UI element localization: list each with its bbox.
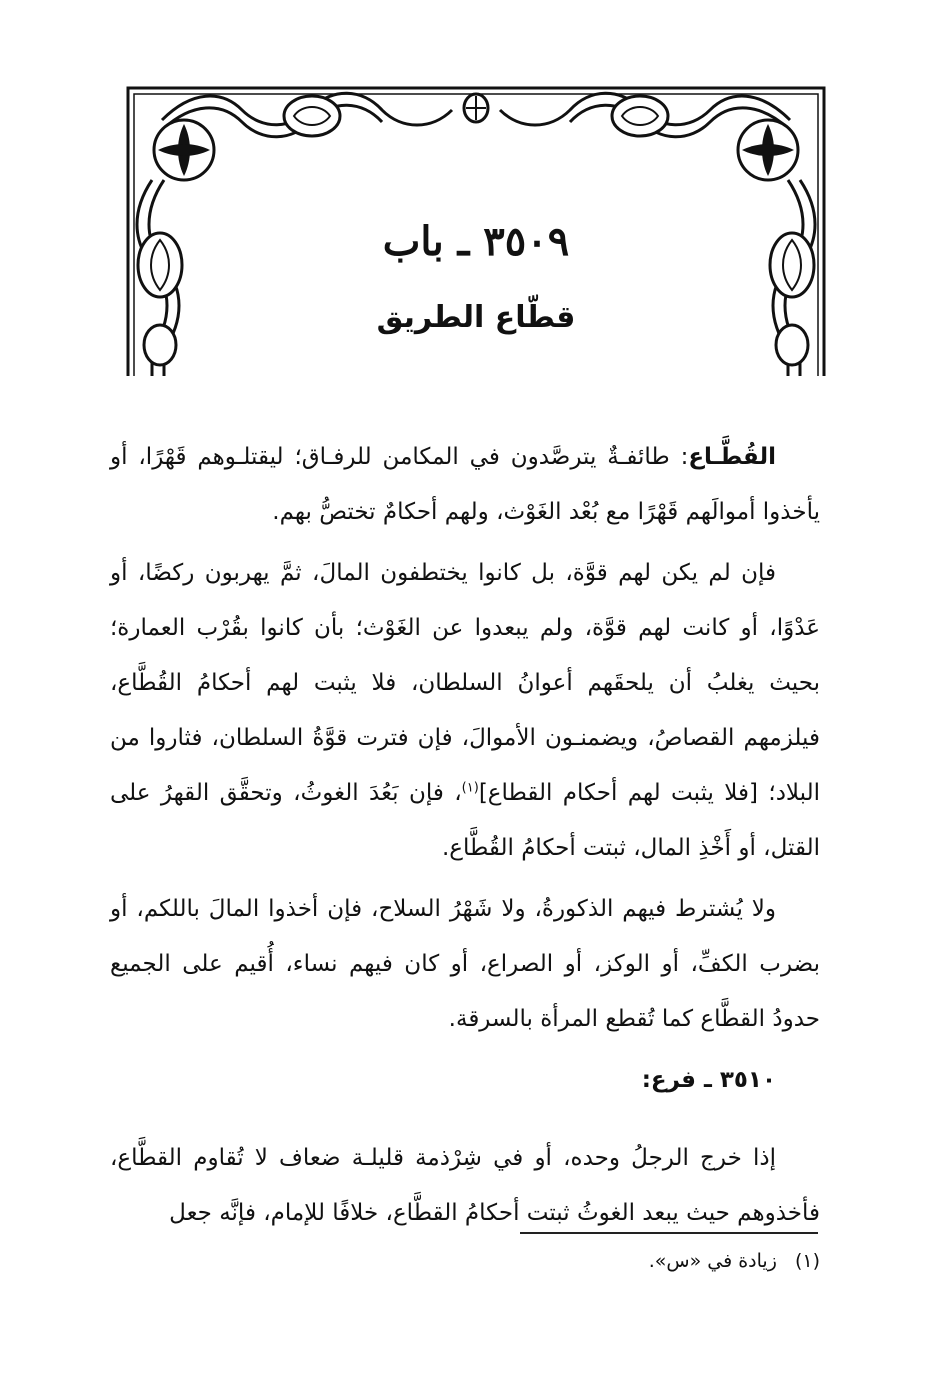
footnote-text: زيادة في «س». [648,1250,777,1272]
paragraph-definition [110,430,820,540]
paragraph-conditions-2 [110,882,820,1047]
paragraph-text: فإن لم يكن لهم قوَّة، بل كانوا يختطفون المالَ، ثمَّ يهربون ركضًا، أو عَدْوًا، أو كانت لهم قوَّة، ولم يبعدوا عن الغَوْث؛ بأن كانوا بقُرْب العمارة؛ بحيث يغلبُ أن يلحقَهم أعوانُ السلطان، فلا يثبت لهم أحكامُ القُطَّاع، فيلزمهم القصاصُ، ويضمنـون الأموالَ، فإن فترت قوَّةُ السلطان، فثاروا من البلاد؛ [فلا يثبت لهم أحكام القطاع] [110,560,820,806]
footnote-reference[interactable]: (١) [461,780,479,796]
paragraph-text: : طائفـةٌ يترصَّدون في المكامن للرفـاق؛ ليقتلـوهم قَهْرًا، أو يأخذوا أموالَهم قَهْرًا مع بُعْد الغَوْث، ولهم أحكامٌ تختصُّ بهم. [110,444,820,525]
footnote-divider [520,1232,818,1234]
footnote-number: (١) [794,1250,820,1272]
chapter-title: قطّاع الطريق [376,300,576,335]
footnote [300,1250,820,1272]
paragraph-text: ، فإن بَعُدَ الغوثُ، وتحقَّق القهرُ على القتل، أو أَخْذِ المال، ثبتت أحكامُ القُطَّاع. [110,780,820,861]
main-text [110,430,820,1241]
section-heading: ٣٥١٠ ـ فرع: [641,1067,776,1093]
paragraph-branch [110,1131,820,1241]
chapter-heading: ٣٥٠٩ ـ باب [382,218,570,265]
paragraph-conditions [110,546,820,876]
defined-term: القُطَّـاع [688,444,776,470]
paragraph-text: ولا يُشترط فيهم الذكورةُ، ولا شَهْرُ السلاح، فإن أخذوا المالَ باللكم، أو بضرب الكفِّ، أو الوكز، أو الصراع، أو كان فيهم نساء، أُقيم على الجميع حدودُ القطَّاع كما تُقطع المرأة بالسرقة. [110,896,820,1032]
paragraph-text: إذا خرج الرجلُ وحده، أو في شِرْذمة قليلـة ضعاف لا تُقاوم القطَّاع، فأخذوهم حيث يبعد الغوثُ ثبتت أحكامُ القطَّاع، خلافًا للإمام، فإنَّه جعل [110,1145,820,1226]
